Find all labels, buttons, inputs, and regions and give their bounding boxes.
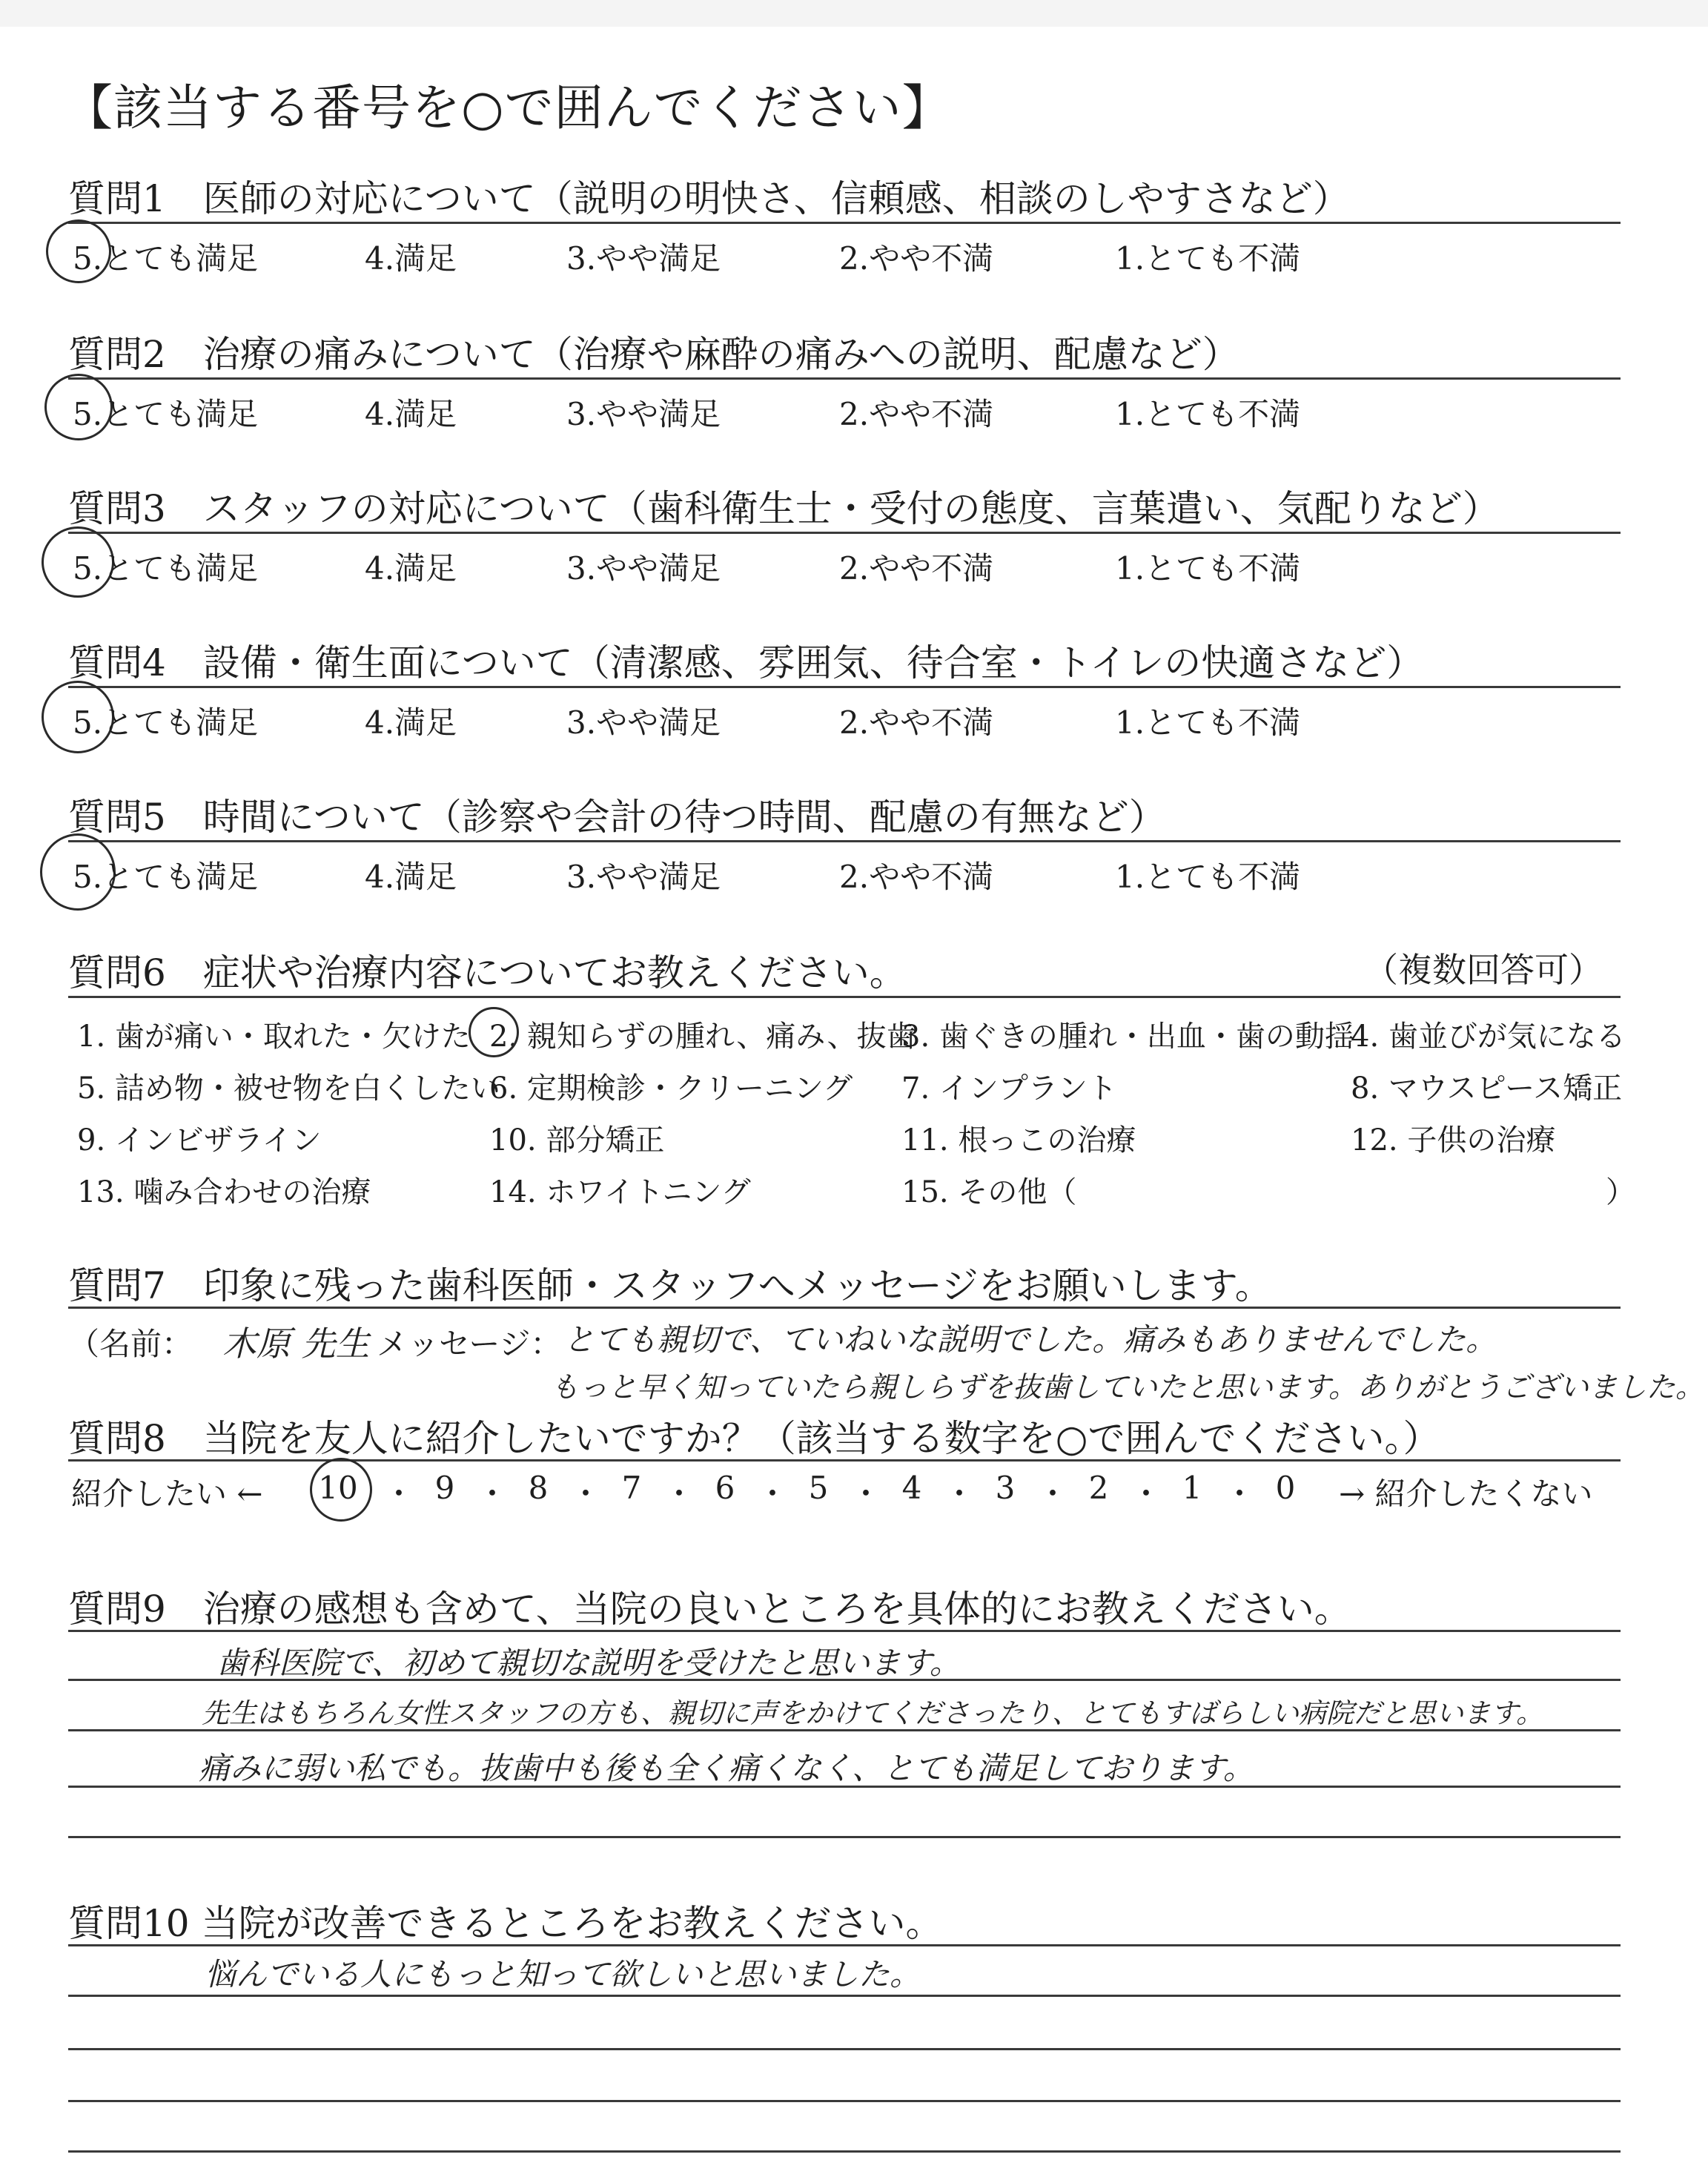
- symptom-option-8[interactable]: 8. マウスピース矯正: [1351, 1071, 1623, 1106]
- rating-option-5[interactable]: 5.とても満足: [73, 550, 259, 587]
- rating-option-1[interactable]: 1.とても不満: [1115, 859, 1301, 895]
- divider-line: [68, 686, 1621, 688]
- rating-option-5[interactable]: 5.とても満足: [73, 704, 259, 741]
- question-title: 質問10 当院が改善できるところをお教えください。: [68, 1902, 943, 1945]
- recommend-right-label: → 紹介したくない: [1339, 1476, 1593, 1512]
- symptom-option-14[interactable]: 14. ホワイトニング: [489, 1175, 751, 1209]
- rating-option-4[interactable]: 4.満足: [365, 240, 457, 277]
- divider-line: [68, 1307, 1621, 1309]
- scale-6[interactable]: 6: [715, 1470, 735, 1506]
- rating-option-2[interactable]: 2.やや不満: [839, 859, 994, 895]
- symptom-option-10[interactable]: 10. 部分矯正: [489, 1123, 665, 1157]
- symptom-option-2[interactable]: 2. 親知らずの腫れ、痛み、抜歯: [489, 1020, 916, 1054]
- answer-line: [68, 1944, 1621, 1946]
- answer-line-1[interactable]: 悩んでいる人にもっと知って欲しいと思いました。: [205, 1956, 921, 1992]
- symptom-option-11[interactable]: 11. 根っこの治療: [901, 1123, 1136, 1157]
- rating-option-2[interactable]: 2.やや不満: [839, 240, 994, 277]
- rating-option-1[interactable]: 1.とても不満: [1115, 704, 1301, 741]
- survey-heading: 【該当する番号を○で囲んでください】: [64, 79, 952, 136]
- question-title: 質問2 治療の痛みについて（治療や麻酔の痛みへの説明、配慮など）: [68, 333, 1239, 376]
- name-handwritten[interactable]: 木原 先生: [222, 1324, 370, 1364]
- message-line-2[interactable]: もっと早く知っていたら親しらずを抜歯していたと思います。ありがとうございました。: [550, 1371, 1704, 1404]
- scale-2[interactable]: 2: [1088, 1470, 1109, 1506]
- scale-dot: ・: [850, 1476, 881, 1512]
- rating-option-4[interactable]: 4.満足: [365, 704, 457, 741]
- rating-option-4[interactable]: 4.満足: [365, 859, 457, 895]
- question-title: 質問5 時間について（診察や会計の待つ時間、配慮の有無など）: [68, 796, 1166, 839]
- rating-option-2[interactable]: 2.やや不満: [839, 396, 994, 432]
- scale-dot: ・: [943, 1476, 975, 1512]
- answer-line: [68, 2100, 1621, 2102]
- recommend-left-label: 紹介したい ←: [71, 1476, 263, 1512]
- scale-8[interactable]: 8: [528, 1470, 549, 1506]
- question-title: 質問9 治療の感想も含めて、当院の良いところを具体的にお教えください。: [68, 1588, 1351, 1631]
- symptom-option-12[interactable]: 12. 子供の治療: [1351, 1123, 1556, 1157]
- answer-line: [68, 1630, 1621, 1632]
- symptom-option-4[interactable]: 4. 歯並びが気になる: [1351, 1020, 1626, 1054]
- rating-option-3[interactable]: 3.やや満足: [566, 550, 721, 587]
- question-title: 質問1 医師の対応について（説明の明快さ、信頼感、相談のしやすさなど）: [68, 177, 1350, 220]
- multiple-answer-note: （複数回答可）: [1364, 950, 1603, 990]
- message-label: メッセージ：: [377, 1326, 562, 1362]
- rating-option-3[interactable]: 3.やや満足: [566, 396, 721, 432]
- rating-option-1[interactable]: 1.とても不満: [1115, 240, 1301, 277]
- question-title: 質問7 印象に残った歯科医師・スタッフへメッセージをお願いします。: [68, 1264, 1272, 1307]
- name-label: （名前：: [68, 1326, 193, 1362]
- symptom-option-15[interactable]: 15. その他（: [901, 1175, 1077, 1209]
- scale-dot: ・: [1223, 1476, 1255, 1512]
- scale-3[interactable]: 3: [995, 1470, 1016, 1506]
- scale-0[interactable]: 0: [1275, 1470, 1296, 1506]
- divider-line: [68, 1459, 1621, 1462]
- symptom-option-1[interactable]: 1. 歯が痛い・取れた・欠けた: [77, 1020, 471, 1054]
- answer-line: [68, 1995, 1621, 1997]
- rating-option-3[interactable]: 3.やや満足: [566, 704, 721, 741]
- symptom-option-6[interactable]: 6. 定期検診・クリーニング: [489, 1071, 853, 1106]
- rating-option-5[interactable]: 5.とても満足: [73, 859, 259, 895]
- answer-circle-mark[interactable]: [469, 1007, 519, 1057]
- question-title: 質問4 設備・衛生面について（清潔感、雰囲気、待合室・トイレの快適さなど）: [68, 641, 1424, 684]
- answer-line: [68, 1836, 1621, 1838]
- scale-dot: ・: [383, 1476, 414, 1512]
- scale-7[interactable]: 7: [621, 1470, 642, 1506]
- rating-option-5[interactable]: 5.とても満足: [73, 396, 259, 432]
- answer-line-2[interactable]: 先生はもちろん女性スタッフの方も、親切に声をかけてくださったり、とてもすばらしい病院だと思います。: [202, 1697, 1544, 1729]
- scale-dot: ・: [756, 1476, 788, 1512]
- answer-line-3[interactable]: 痛みに弱い私でも。抜歯中も後も全く痛くなく、とても満足しております。: [199, 1750, 1254, 1786]
- scale-9[interactable]: 9: [434, 1470, 455, 1506]
- scale-dot: ・: [1036, 1476, 1068, 1512]
- rating-option-3[interactable]: 3.やや満足: [566, 859, 721, 895]
- question-title: 質問8 当院を友人に紹介したいですか？（該当する数字を○で囲んでください。）: [68, 1417, 1440, 1460]
- rating-option-1[interactable]: 1.とても不満: [1115, 550, 1301, 587]
- scale-4[interactable]: 4: [901, 1470, 922, 1506]
- symptom-option-13[interactable]: 13. 噛み合わせの治療: [77, 1175, 371, 1209]
- symptom-option-7[interactable]: 7. インプラント: [901, 1071, 1117, 1106]
- rating-option-4[interactable]: 4.満足: [365, 550, 457, 587]
- answer-line-1[interactable]: 歯科医院で、初めて親切な説明を受けたと思います。: [216, 1645, 961, 1681]
- scale-dot: ・: [476, 1476, 508, 1512]
- rating-option-4[interactable]: 4.満足: [365, 396, 457, 432]
- rating-option-5[interactable]: 5.とても満足: [73, 240, 259, 277]
- scale-dot: ・: [663, 1476, 695, 1512]
- other-close-paren: ）: [1606, 1175, 1635, 1209]
- answer-line: [68, 2048, 1621, 2050]
- scale-1[interactable]: 1: [1182, 1470, 1202, 1506]
- rating-option-1[interactable]: 1.とても不満: [1115, 396, 1301, 432]
- divider-line: [68, 532, 1621, 534]
- scale-dot: ・: [1130, 1476, 1162, 1512]
- question-title: 質問6 症状や治療内容についてお教えください。: [68, 951, 907, 994]
- symptom-option-3[interactable]: 3. 歯ぐきの腫れ・出血・歯の動揺: [901, 1020, 1354, 1054]
- rating-option-2[interactable]: 2.やや不満: [839, 550, 994, 587]
- question-title: 質問3 スタッフの対応について（歯科衛生士・受付の態度、言葉遣い、気配りなど）: [68, 487, 1500, 530]
- scale-10[interactable]: 10: [318, 1470, 358, 1506]
- rating-option-3[interactable]: 3.やや満足: [566, 240, 721, 277]
- divider-line: [68, 222, 1621, 224]
- symptom-option-5[interactable]: 5. 詰め物・被せ物を白くしたい: [77, 1071, 500, 1106]
- divider-line: [68, 996, 1621, 998]
- scale-dot: ・: [569, 1476, 601, 1512]
- scan-top-band: [0, 0, 1708, 27]
- symptom-option-9[interactable]: 9. インビザライン: [77, 1123, 322, 1157]
- answer-line: [68, 2150, 1621, 2153]
- divider-line: [68, 840, 1621, 842]
- rating-option-2[interactable]: 2.やや不満: [839, 704, 994, 741]
- message-line-1[interactable]: とても親切で、ていねいな説明でした。痛みもありませんでした。: [563, 1321, 1497, 1358]
- scale-5[interactable]: 5: [808, 1470, 829, 1506]
- divider-line: [68, 377, 1621, 380]
